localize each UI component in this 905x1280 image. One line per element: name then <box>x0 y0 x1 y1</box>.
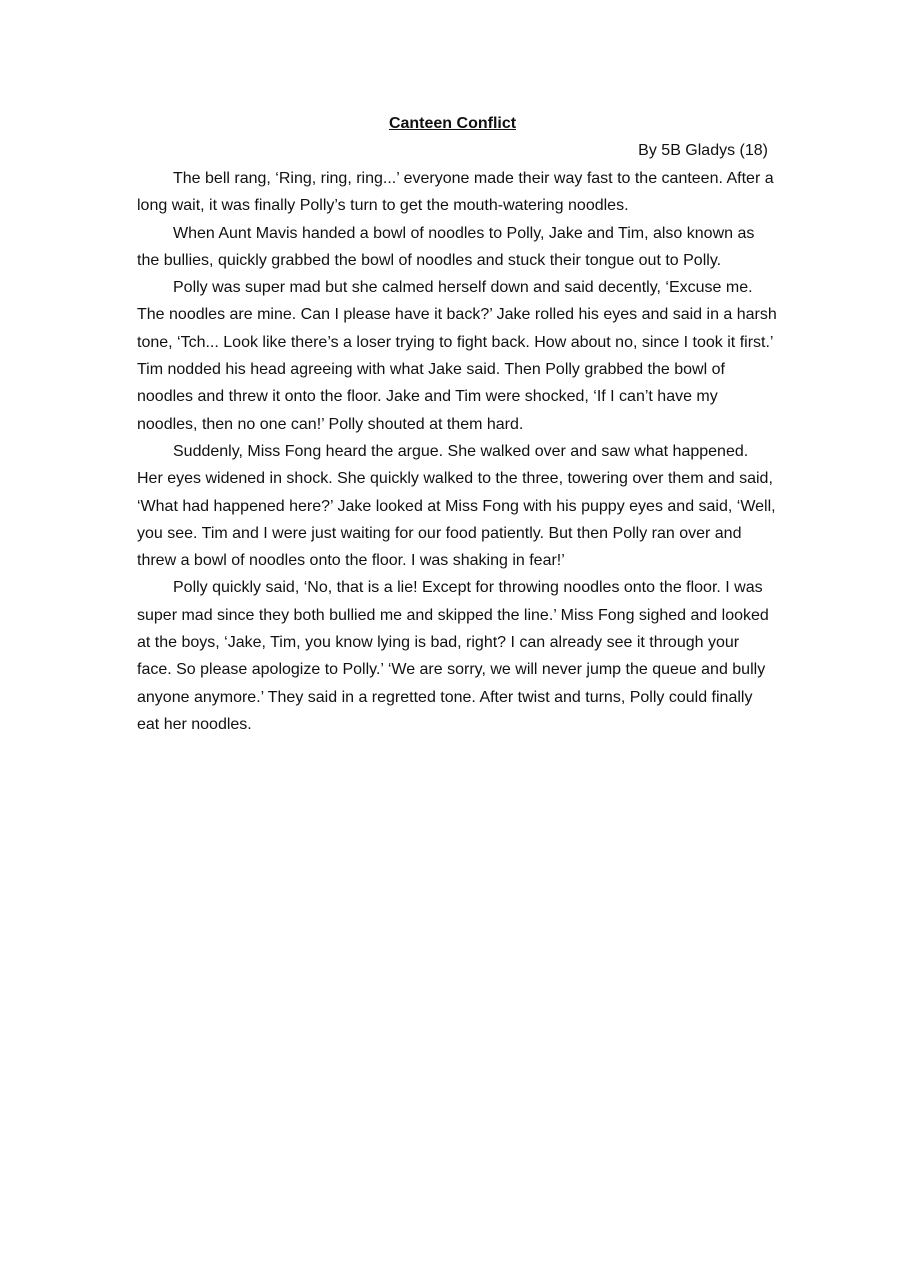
paragraph: The bell rang, ‘Ring, ring, ring...’ everyone made their way fast to the canteen. After a long wait, it was finally Polly’s turn to get the mouth-watering noodles. <box>137 170 774 215</box>
paragraph: Polly quickly said, ‘No, that is a lie! Except for throwing noodles onto the floor. I was super mad since they both bullied me and skipped the line.’ Miss Fong sighed and looked at the boys, ‘Jake, Tim, you know lying is bad, right? I can already see it through your face. So please apologize to Polly.’ ‘We are sorry, we will never jump the queue and bully anyone anymore.’ They said in a regretted tone. After twist and turns, Polly could finally eat her noodles. <box>137 579 769 733</box>
paragraph: Suddenly, Miss Fong heard the argue. She walked over and saw what happened. Her eyes widened in shock. She quickly walked to the three, towering over them and said, ‘What had happened here?’ Jake looked at Miss Fong with his puppy eyes and said, ‘Well, you see. Tim and I were just waiting for our food patiently. But then Polly ran over and threw a bowl of noodles onto the floor. I was shaking in fear!’ <box>137 442 776 570</box>
paragraph: Polly was super mad but she calmed herself down and said decently, ‘Excuse me. The noodles are mine. Can I please have it back?’ Jake rolled his eyes and said in a harsh tone, ‘Tch... Look like there’s a loser trying to fight back. How about no, since I took it first.’ Tim nodded his head agreeing with what Jake said. Then Polly grabbed the bowl of noodles and threw it onto the floor. Jake and Tim were shocked, ‘If I can’t have my noodles, then no one can!’ Polly shouted at them hard. <box>137 279 777 433</box>
author-byline: By 5B Gladys (18) <box>638 142 768 159</box>
paragraph: When Aunt Mavis handed a bowl of noodles to Polly, Jake and Tim, also known as the bullies, quickly grabbed the bowl of noodles and stuck their tongue out to Polly. <box>137 224 755 269</box>
document-title: Canteen Conflict <box>388 115 517 132</box>
story-body <box>137 165 777 738</box>
